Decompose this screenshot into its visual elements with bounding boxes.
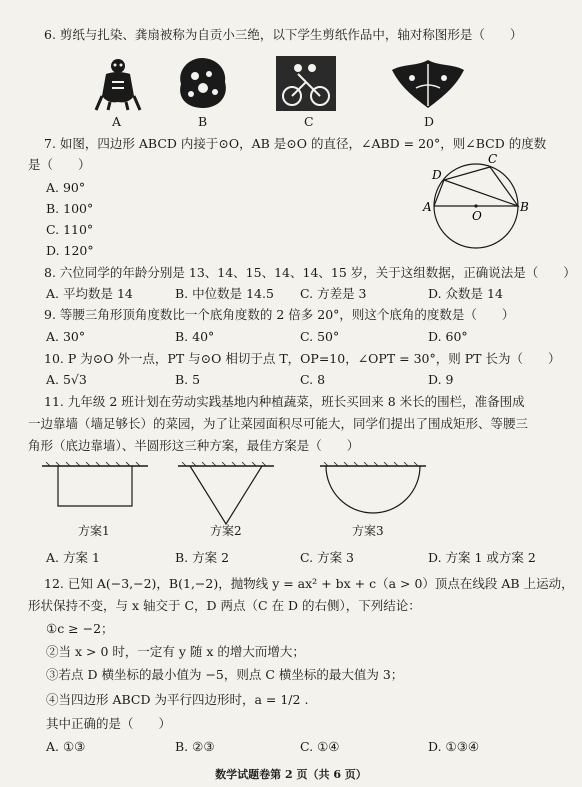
q6-option-c[interactable]: C [304,114,314,129]
q12-conclusion-2: ②当 x > 0 时，一定有 y 随 x 的增大而增大； [46,644,305,659]
q7-option-d[interactable]: D. 120° [46,243,94,258]
q9-option-b[interactable]: B. 40° [175,329,215,344]
q8-option-a[interactable]: A. 平均数是 14 [46,286,133,301]
q7-option-b[interactable]: B. 100° [46,201,94,216]
q11-option-a[interactable]: A. 方案 1 [46,550,100,565]
q9-option-c[interactable]: C. 50° [300,329,340,344]
q10-option-d[interactable]: D. 9 [428,372,454,387]
q9-stem: 9. 等腰三角形顶角度数比一个底角度数的 2 倍多 20°，则这个底角的度数是（ ） [44,307,515,322]
q7-label-d: D [432,168,442,182]
q10-stem: 10. P 为⊙O 外一点，PT 与⊙O 相切于点 T，OP=10，∠OPT = 30°，则 PT 长为（ ） [44,351,561,366]
q7-stem-line2: 是（ ） [28,157,91,172]
q11-line1: 11. 九年级 2 班计划在劳动实践基地内种植蔬菜，班长买回来 8 米长的围栏，准备围成 [44,394,525,409]
q9-option-d[interactable]: D. 60° [428,329,468,344]
q12-option-a[interactable]: A. ①③ [46,739,86,754]
q12-prompt: 其中正确的是（ ） [46,716,172,731]
q6-option-b[interactable]: B [198,114,208,129]
plan3-semicircle-figure [318,462,428,528]
q7-option-c[interactable]: C. 110° [46,222,94,237]
q7-label-a: A [423,200,432,214]
q10-option-b[interactable]: B. 5 [175,372,201,387]
q7-label-o: O [472,209,482,223]
plan1-rectangle-figure [40,462,150,512]
q6-stem: 6. 剪纸与扎染、龚扇被称为自贡小三绝，以下学生剪纸作品中，轴对称图形是（ ） [44,27,523,42]
q10-option-a[interactable]: A. 5√3 [46,372,87,387]
q12-conclusion-4: ④当四边形 ABCD 为平行四边形时，a = 1/2 . [46,692,309,707]
q11-line3: 角形（底边靠墙）、半圆形这三种方案，最佳方案是（ ） [28,438,360,453]
q11-line2: 一边靠墙（墙足够长）的菜园，为了让菜园面积尽可能大，同学们提出了围成矩形、等腰三 [28,416,529,431]
q7-option-a[interactable]: A. 90° [46,180,86,195]
plan1-label: 方案1 [78,524,110,538]
q12-line1: 12. 已知 A(−3,−2)，B(1,−2)，抛物线 y = ax² + bx + c（a > 0）顶点在线段 AB 上运动， [44,576,574,591]
q12-conclusion-3: ③若点 D 横坐标的最小值为 −5，则点 C 横坐标的最大值为 3； [46,667,404,682]
q7-label-b: B [520,200,529,214]
q7-stem-line1: 7. 如图，四边形 ABCD 内接于⊙O，AB 是⊙O 的直径，∠ABD = 20°，则∠BCD 的度数 [44,136,547,151]
q12-line2: 形状保持不变，与 x 轴交于 C，D 两点（C 在 D 的右侧），下列结论： [28,598,421,613]
q8-option-b[interactable]: B. 中位数是 14.5 [175,286,274,301]
q8-option-d[interactable]: D. 众数是 14 [428,286,503,301]
q6-option-a[interactable]: A [112,114,122,129]
q7-label-c: C [488,152,498,166]
papercut-flower-icon [175,56,230,111]
q12-conclusion-1: ①c ≥ −2； [46,621,114,636]
q12-option-c[interactable]: C. ①④ [300,739,340,754]
q6-option-d[interactable]: D [424,114,435,129]
page-footer: 数学试题卷第 2 页（共 6 页） [215,768,367,781]
plan2-label: 方案2 [210,524,242,538]
q12-option-d[interactable]: D. ①③④ [428,739,480,754]
q9-option-a[interactable]: A. 30° [46,329,86,344]
q11-option-c[interactable]: C. 方案 3 [300,550,354,565]
plan3-label: 方案3 [352,524,384,538]
q10-option-c[interactable]: C. 8 [300,372,326,387]
q11-option-d[interactable]: D. 方案 1 或方案 2 [428,550,536,565]
papercut-monkey-icon [88,56,148,111]
q8-option-c[interactable]: C. 方差是 3 [300,286,367,301]
q7-circle-figure [420,152,530,258]
papercut-fish-icon [388,56,468,111]
q11-option-b[interactable]: B. 方案 2 [175,550,230,565]
q12-option-b[interactable]: B. ②③ [175,739,215,754]
papercut-cyclists-icon [276,56,336,111]
q8-stem: 8. 六位同学的年龄分别是 13、14、15、14、14、15 岁，关于这组数据，正确说法是（ ） [44,265,576,280]
